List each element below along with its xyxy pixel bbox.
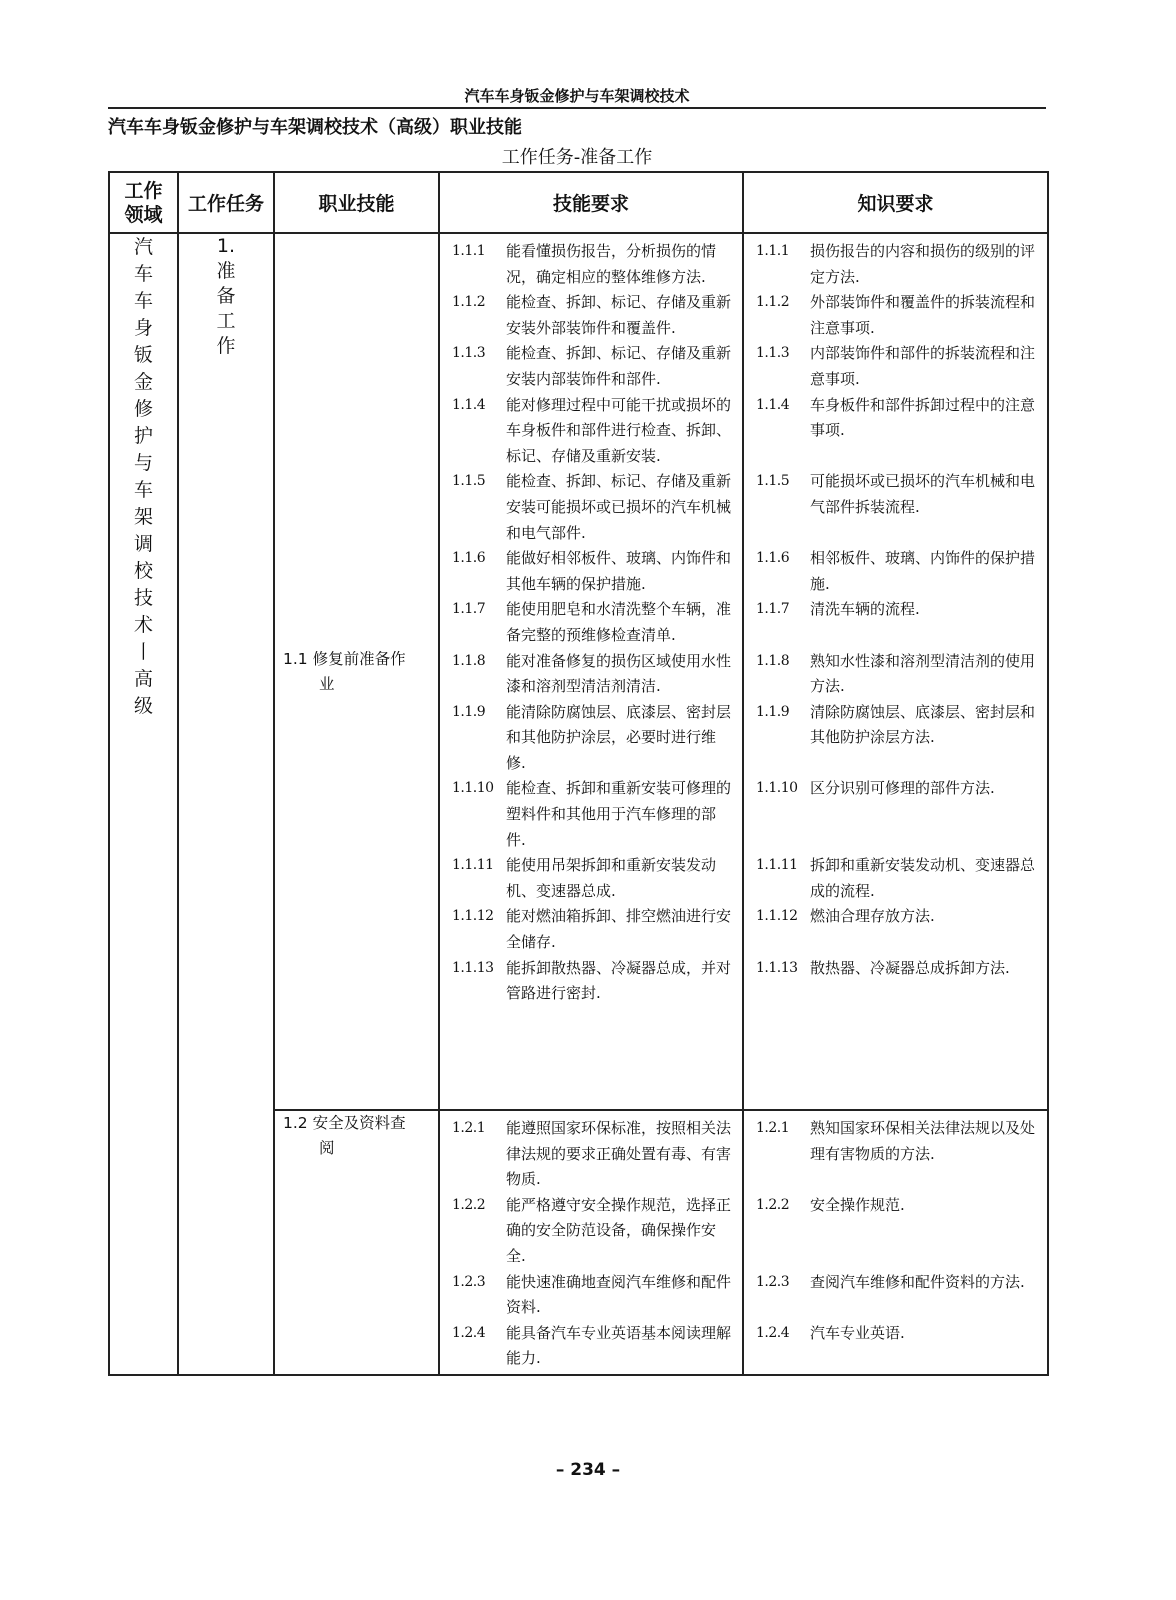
requirement-item (756, 597, 1039, 648)
skill-name-line: 1.2 安全及资料查 (283, 1114, 406, 1132)
requirement-text: 能严格遵守安全操作规范，选择正确的安全防范设备，确保操作安全. (506, 1195, 732, 1265)
requirement-number: 1.1.8 (452, 652, 486, 669)
requirement-number: 1.2.1 (452, 1120, 486, 1136)
requirement-item (756, 956, 1039, 1007)
requirement-item (756, 239, 1039, 290)
requirement-item (756, 1270, 1039, 1321)
vocational-skill (275, 647, 438, 697)
skill-name-line: 业 (319, 674, 335, 693)
requirement-item (452, 1193, 734, 1270)
requirement-item (756, 341, 1039, 392)
requirement-item (452, 956, 734, 1007)
requirement-text: 安全操作规范. (810, 1195, 905, 1214)
requirement-item (452, 341, 734, 392)
header-skill: 职业技能 (274, 172, 439, 233)
requirement-text: 能遵照国家环保标准，按照相关法律法规的要求正确处置有毒、有害物质. (506, 1119, 732, 1189)
requirement-item (452, 904, 734, 955)
requirement-text: 能对修理过程中可能干扰或损坏的车身板件和部件进行检查、拆卸、标记、存储及重新安装. (506, 395, 732, 465)
header-knowledge-requirements: 知识要求 (743, 172, 1048, 233)
requirement-item (452, 776, 734, 853)
requirement-number: 1.1.13 (756, 959, 798, 976)
running-head: 汽车车身钣金修护与车架调校技术 (464, 87, 690, 105)
skill-requirements-cell (439, 1110, 743, 1375)
requirement-item (756, 1116, 1039, 1193)
table-header-row (109, 172, 1048, 233)
document-title: 汽车车身钣金修护与车架调校技术（高级）职业技能 (108, 117, 522, 138)
requirement-number: 1.1.10 (756, 780, 798, 797)
requirement-item (452, 1321, 734, 1372)
requirement-item (756, 776, 1039, 853)
requirement-number: 1.1.7 (452, 601, 486, 618)
requirement-number: 1.2.2 (452, 1196, 486, 1213)
requirement-item (756, 290, 1039, 341)
requirement-item (452, 597, 734, 648)
requirement-text: 拆卸和重新安装发动机、变速器总成的流程. (810, 856, 1036, 900)
requirement-number: 1.1.4 (452, 396, 486, 413)
requirement-item (756, 853, 1039, 904)
requirement-item (452, 1116, 734, 1193)
skill-requirements-cell (439, 233, 743, 1110)
requirement-item (452, 290, 734, 341)
requirement-number: 1.1.12 (452, 908, 494, 925)
requirement-number: 1.1.1 (756, 243, 790, 259)
requirement-number: 1.1.1 (452, 243, 486, 259)
requirement-text: 汽车专业英语. (810, 1323, 905, 1342)
work-task-cell (178, 233, 274, 1375)
requirement-number: 1.2.4 (452, 1324, 486, 1341)
knowledge-requirements-cell (743, 233, 1048, 1110)
requirement-text: 能看懂损伤报告，分析损伤的情况，确定相应的整体维修方法. (506, 242, 717, 286)
header-skill-requirements: 技能要求 (439, 172, 743, 233)
vocational-skill (275, 1111, 438, 1161)
requirement-number: 1.1.11 (756, 857, 798, 874)
header-rule (108, 107, 1046, 109)
requirement-item (452, 469, 734, 546)
requirement-text: 燃油合理存放方法. (810, 907, 935, 926)
skill-name-line: 阅 (319, 1139, 335, 1157)
requirement-text: 可能损坏或已损坏的汽车机械和电气部件拆装流程. (810, 472, 1036, 516)
requirement-item (756, 546, 1039, 597)
requirement-item (452, 853, 734, 904)
requirement-number: 1.1.2 (756, 294, 790, 311)
requirement-item (452, 546, 734, 597)
requirement-text: 能使用肥皂和水清洗整个车辆，准备完整的预维修检查清单. (506, 600, 732, 644)
requirement-number: 1.2.2 (756, 1196, 790, 1213)
requirement-number: 1.1.12 (756, 908, 798, 925)
requirement-item (756, 904, 1039, 955)
requirement-number: 1.1.4 (756, 396, 790, 413)
requirement-text: 查阅汽车维修和配件资料的方法. (810, 1272, 1025, 1291)
requirement-number: 1.1.5 (756, 473, 790, 490)
work-domain-cell (109, 233, 178, 1375)
requirement-item (756, 469, 1039, 546)
requirement-number: 1.1.6 (756, 550, 790, 567)
requirement-number: 1.1.13 (452, 959, 494, 976)
requirement-text: 清除防腐蚀层、底漆层、密封层和其他防护涂层方法. (810, 702, 1036, 747)
requirement-number: 1.2.1 (756, 1120, 790, 1136)
requirement-number: 1.2.3 (756, 1273, 790, 1290)
requirement-item (452, 1270, 734, 1321)
requirement-number: 1.1.10 (452, 780, 494, 797)
requirement-text: 能对燃油箱拆卸、排空燃油进行安全储存. (506, 907, 732, 952)
requirement-item (452, 649, 734, 700)
requirement-text: 能清除防腐蚀层、底漆层、密封层和其他防护涂层，必要时进行维修. (506, 702, 732, 772)
skill-name-line: 1.1 修复前准备作 (283, 649, 406, 668)
requirement-number: 1.1.8 (756, 652, 790, 669)
requirement-number: 1.1.9 (756, 703, 790, 720)
work-task: 1.准备工作 (216, 235, 236, 357)
vocational-skill-cell (274, 1110, 439, 1375)
requirement-item (452, 393, 734, 470)
requirement-text: 熟知水性漆和溶剂型清洁剂的使用方法. (810, 651, 1036, 696)
requirement-text: 车身板件和部件拆卸过程中的注意事项. (810, 395, 1036, 440)
requirement-text: 能使用吊架拆卸和重新安装发动机、变速器总成. (506, 856, 717, 900)
requirement-text: 能做好相邻板件、玻璃、内饰件和其他车辆的保护措施. (506, 549, 732, 593)
skills-table (108, 171, 1049, 1376)
requirement-text: 清洗车辆的流程. (810, 600, 920, 619)
requirement-item (756, 1321, 1039, 1372)
requirement-text: 能检查、拆卸和重新安装可修理的塑料件和其他用于汽车修理的部件. (506, 779, 732, 849)
requirement-text: 能对准备修复的损伤区域使用水性漆和溶剂型清洁剂清洁. (506, 651, 732, 696)
header-task: 工作任务 (178, 172, 274, 233)
knowledge-requirements-cell (743, 1110, 1048, 1375)
table-row (109, 233, 1048, 1110)
work-domain: 汽车车身钣金修护与车架调校技术丨高级 (133, 236, 153, 717)
requirement-item (452, 700, 734, 777)
requirement-item (756, 649, 1039, 700)
requirement-number: 1.1.2 (452, 294, 486, 311)
document-subtitle: 工作任务-准备工作 (501, 147, 653, 168)
requirement-text: 损伤报告的内容和损伤的级别的评定方法. (810, 242, 1036, 286)
requirement-item (756, 393, 1039, 470)
requirement-item (452, 239, 734, 290)
vocational-skill-cell (274, 233, 439, 1110)
requirement-text: 散热器、冷凝器总成拆卸方法. (810, 958, 1010, 977)
requirement-text: 能拆卸散热器、冷凝器总成，并对管路进行密封. (506, 958, 732, 1003)
requirement-text: 区分识别可修理的部件方法. (810, 779, 995, 798)
requirement-text: 能快速准确地查阅汽车维修和配件资料. (506, 1272, 732, 1317)
requirement-number: 1.1.11 (452, 857, 494, 874)
requirement-number: 1.2.3 (452, 1273, 486, 1290)
requirement-number: 1.1.3 (452, 345, 486, 362)
page-number: – 234 – (555, 1460, 621, 1480)
requirement-text: 外部装饰件和覆盖件的拆装流程和注意事项. (810, 293, 1036, 337)
requirement-text: 相邻板件、玻璃、内饰件的保护措施. (810, 549, 1036, 593)
requirement-text: 能具备汽车专业英语基本阅读理解能力. (506, 1323, 732, 1368)
requirement-number: 1.1.7 (756, 601, 790, 618)
requirement-number: 1.1.9 (452, 703, 486, 720)
requirement-number: 1.2.4 (756, 1324, 790, 1341)
requirement-text: 能检查、拆卸、标记、存储及重新安装内部装饰件和部件. (506, 344, 732, 388)
requirement-text: 熟知国家环保相关法律法规以及处理有害物质的方法. (810, 1119, 1036, 1163)
requirement-number: 1.1.3 (756, 345, 790, 362)
requirement-number: 1.1.5 (452, 473, 486, 490)
requirement-item (756, 1193, 1039, 1270)
requirement-text: 能检查、拆卸、标记、存储及重新安装可能损坏或已损坏的汽车机械和电气部件. (506, 472, 732, 542)
requirement-item (756, 700, 1039, 777)
requirement-number: 1.1.6 (452, 550, 486, 567)
requirement-text: 内部装饰件和部件的拆装流程和注意事项. (810, 344, 1036, 388)
requirement-text: 能检查、拆卸、标记、存储及重新安装外部装饰件和覆盖件. (506, 293, 732, 337)
header-domain: 工作领域 (109, 172, 178, 233)
